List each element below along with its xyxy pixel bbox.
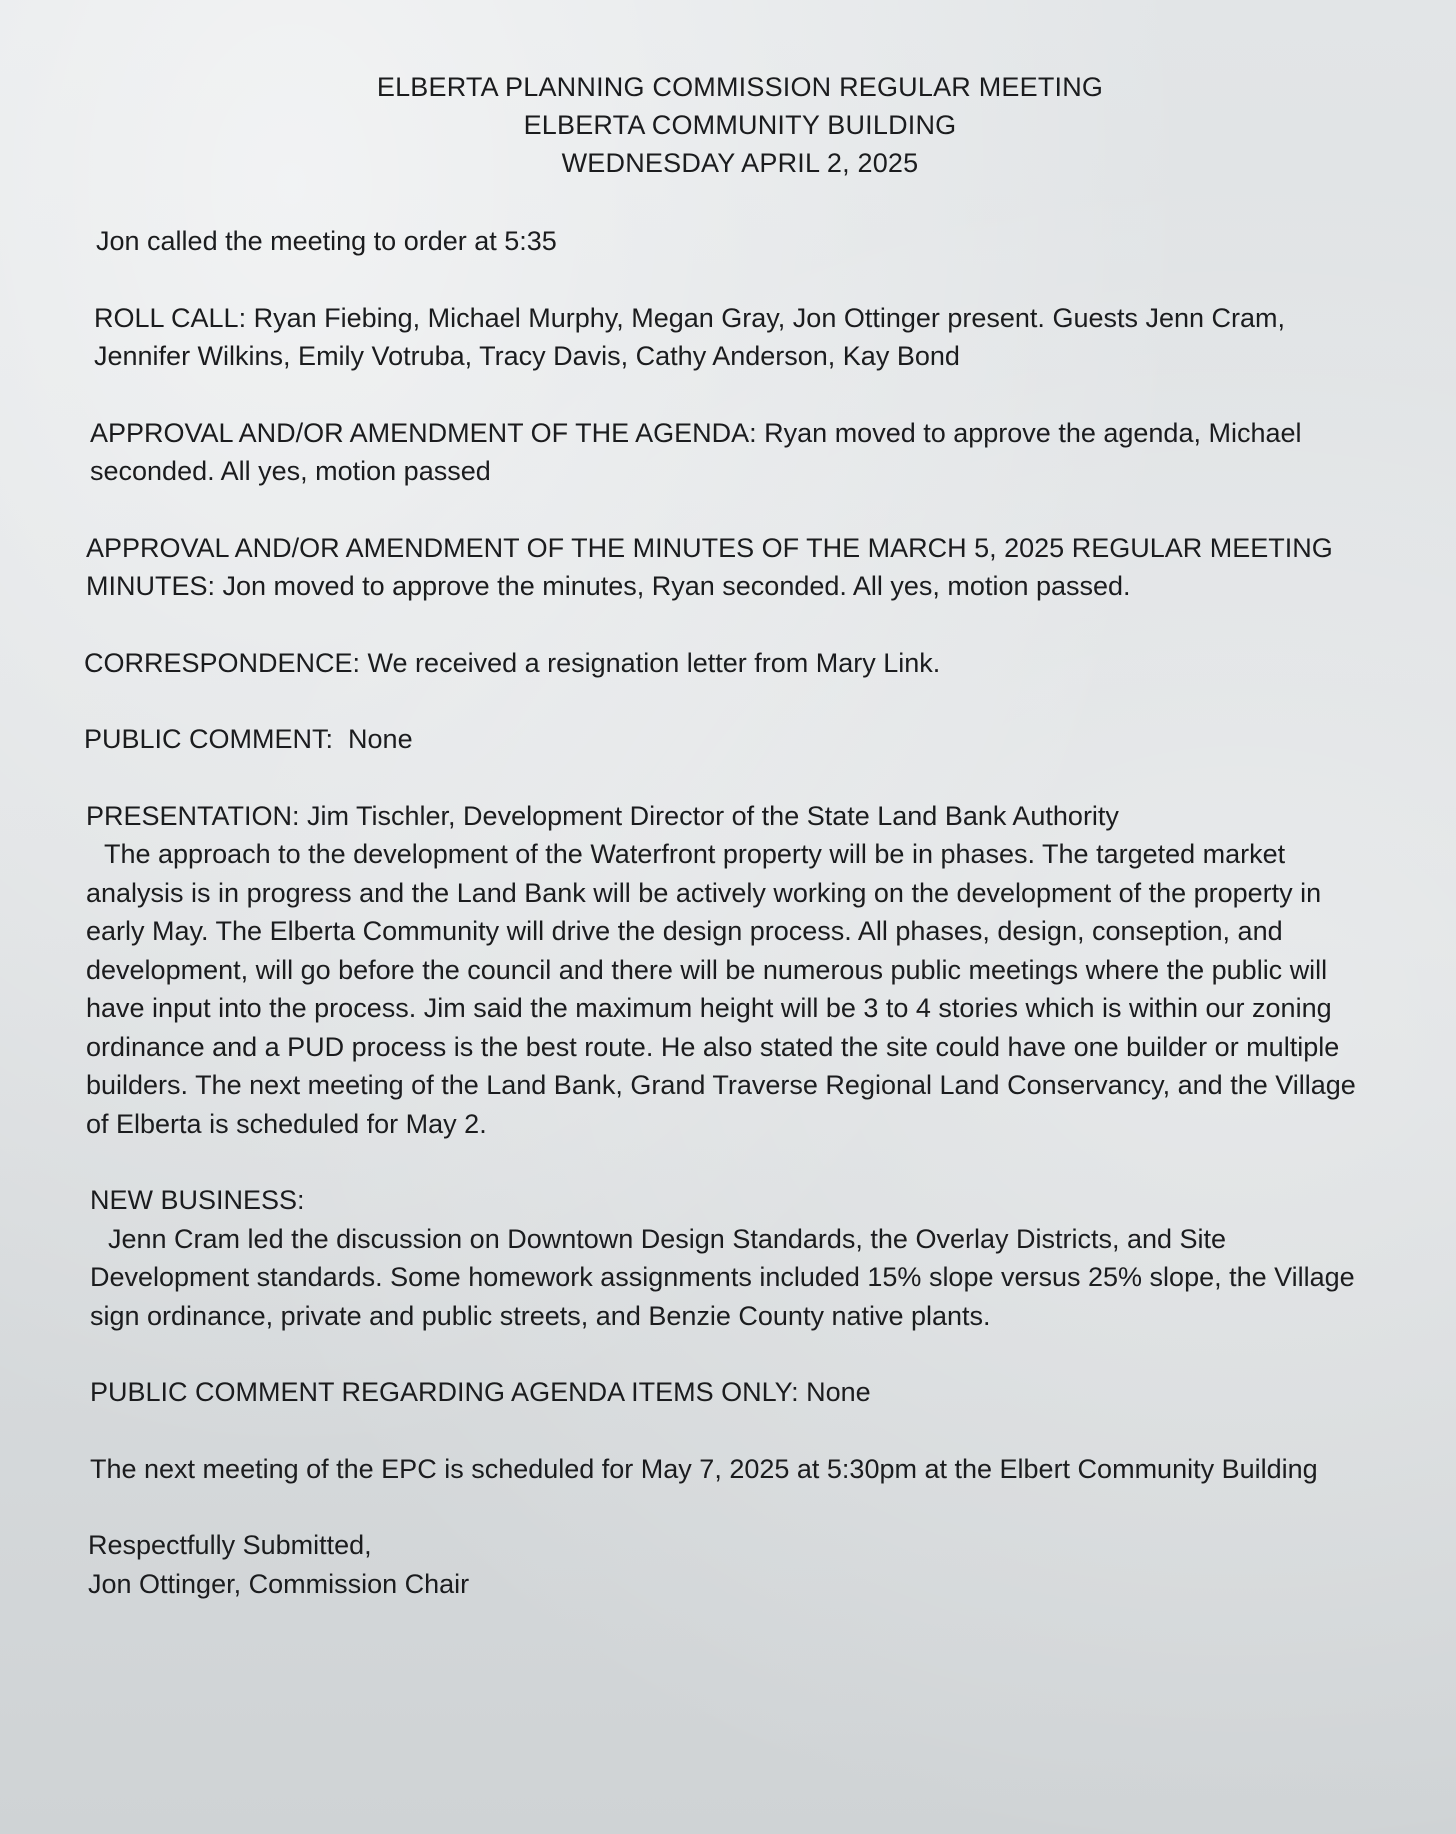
- new-business-body: Jenn Cram led the discussion on Downtown Design Standards, the Overlay Districts, and Site Development standards. Some homework assignments included 15% slope versus 25% slope, the Village sign ordinance, private and public streets, and Benzie County native plants.: [90, 1223, 1355, 1331]
- signature-name: Jon Ottinger, Commission Chair: [88, 1568, 470, 1599]
- agenda-section: [90, 414, 1356, 491]
- public-comment-agenda-text: None: [798, 1377, 871, 1407]
- presentation-section: [86, 797, 1356, 1144]
- next-meeting: The next meeting of the EPC is scheduled for May 7, 2025 at 5:30pm at the Elbert Community Building: [90, 1453, 1318, 1484]
- public-comment-agenda-section: [90, 1373, 1356, 1412]
- correspondence-label: CORRESPONDENCE:: [84, 647, 361, 678]
- header-title: ELBERTA PLANNING COMMISSION REGULAR MEETING: [376, 72, 1104, 102]
- correspondence-text: We received a resignation letter from Mary Link.: [360, 647, 941, 678]
- presentation-heading-text: Jim Tischler, Development Director of the State Land Bank Authority: [299, 800, 1119, 831]
- minutes-section: [86, 529, 1356, 606]
- presentation-body: The approach to the development of the Waterfront property will be in phases. The targeted market analysis is in progress and the Land Bank will be actively working on the development of the property in early May. The Elberta Community will drive the design process. All phases, design, conseption, and development, will go before the council and there will be numerous public meetings where the public will have input into the process. Jim said the maximum height will be 3 to 4 stories which is within our zoning ordinance and a PUD process is the best route. He also stated the site could have one builder or multiple builders. The next meeting of the Land Bank, Grand Traverse Regional Land Conservancy, and the Village of Elberta is scheduled for May 2.: [86, 839, 1356, 1139]
- presentation-heading: [86, 797, 1356, 836]
- minutes-label: APPROVAL AND/OR AMENDMENT OF THE MINUTES OF THE MARCH 5, 2025 REGULAR MEETING MINUTES:: [86, 532, 1341, 601]
- header-location: ELBERTA COMMUNITY BUILDING: [523, 110, 957, 140]
- agenda-label: APPROVAL AND/OR AMENDMENT OF THE AGENDA:: [90, 417, 757, 448]
- public-comment-agenda-label: PUBLIC COMMENT REGARDING AGENDA ITEMS ONLY:: [90, 1377, 799, 1407]
- header-date: WEDNESDAY APRIL 2, 2025: [561, 148, 919, 178]
- document-header: [84, 68, 1356, 182]
- new-business-label: NEW BUSINESS:: [90, 1185, 305, 1215]
- roll-call-label: ROLL CALL:: [94, 302, 247, 333]
- correspondence-section: [84, 644, 1356, 683]
- call-to-order: Jon called the meeting to order at 5:35: [96, 226, 557, 256]
- public-comment-text: None: [333, 724, 413, 754]
- agenda-text: Ryan moved to approve the agenda, Michael seconded. All yes, motion passed: [90, 417, 1310, 486]
- roll-call-section: [94, 299, 1356, 376]
- public-comment-label: PUBLIC COMMENT:: [84, 724, 334, 754]
- new-business-section: [90, 1181, 1356, 1335]
- minutes-text: Jon moved to approve the minutes, Ryan seconded. All yes, motion passed.: [215, 571, 1131, 601]
- roll-call-text: Ryan Fiebing, Michael Murphy, Megan Gray, Jon Ottinger present. Guests Jenn Cram, Jennifer Wilkins, Emily Votruba, Tracy Davis, Cathy Anderson, Kay Bond: [94, 302, 1293, 371]
- signature-closing: Respectfully Submitted,: [88, 1530, 372, 1560]
- public-comment-section: [84, 720, 1356, 759]
- signature-block: [88, 1526, 1356, 1603]
- presentation-label: PRESENTATION:: [86, 800, 300, 831]
